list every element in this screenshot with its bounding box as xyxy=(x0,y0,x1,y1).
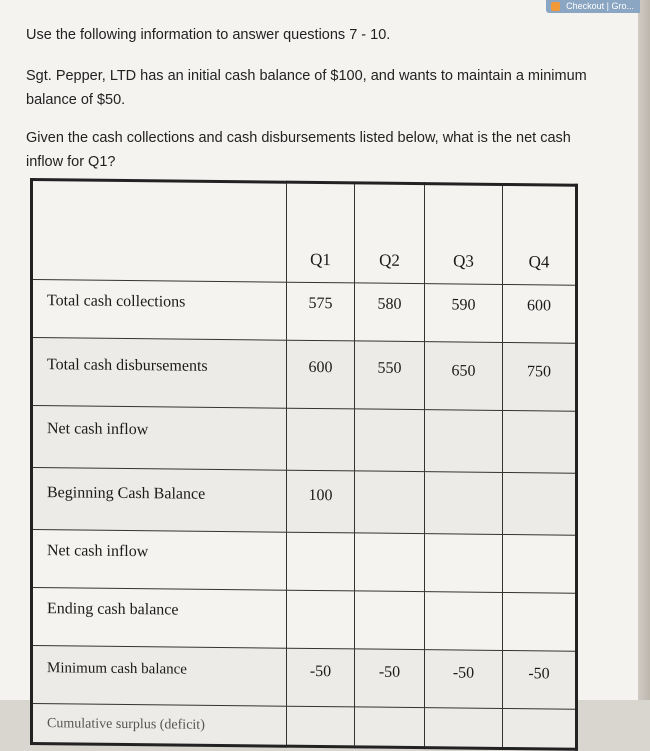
cell-q2: -50 xyxy=(355,649,425,708)
table-row xyxy=(32,280,577,344)
header-q1: Q1 xyxy=(287,182,355,283)
table-row xyxy=(32,530,577,594)
cell-q3 xyxy=(425,534,503,593)
intro-text: Use the following information to answer questions 7 - 10. xyxy=(26,27,391,43)
cell-q4 xyxy=(503,472,577,535)
table-row xyxy=(32,704,577,750)
cell-q4: -50 xyxy=(503,650,577,709)
cell-q1 xyxy=(287,590,355,649)
cash-budget-table xyxy=(30,178,578,751)
cell-q3 xyxy=(425,472,503,535)
cell-q4 xyxy=(503,592,577,651)
row-label: Beginning Cash Balance xyxy=(32,468,287,533)
cell-q3: 650 xyxy=(425,342,503,411)
row-label: Net cash inflow xyxy=(32,530,287,591)
header-blank xyxy=(32,180,287,283)
question-text: Given the cash collections and cash disbursements listed below, what is the net cash inflow for Q1? xyxy=(26,130,571,170)
cell-q2 xyxy=(355,533,425,592)
cell-q1: -50 xyxy=(287,648,355,707)
cell-q1 xyxy=(287,532,355,591)
cell-q4 xyxy=(503,410,577,473)
cell-q4: 750 xyxy=(503,342,577,411)
cell-q2 xyxy=(355,707,425,748)
table-row xyxy=(32,338,577,412)
table-row xyxy=(32,406,577,474)
header-q2: Q2 xyxy=(355,183,425,284)
cart-icon xyxy=(551,2,560,11)
cell-q1: 100 xyxy=(287,470,355,533)
checkout-tab[interactable] xyxy=(546,0,640,13)
cell-q2 xyxy=(355,409,425,472)
cell-q2 xyxy=(355,471,425,534)
cell-q2: 580 xyxy=(355,283,425,342)
cell-q3 xyxy=(425,410,503,473)
cash-budget-table-wrapper xyxy=(30,178,620,733)
cell-q4 xyxy=(503,534,577,593)
cell-q1 xyxy=(287,408,355,471)
header-row xyxy=(32,180,577,286)
checkout-tab-label: Checkout | Gro... xyxy=(566,1,634,11)
table-row xyxy=(32,588,577,652)
header-q4: Q4 xyxy=(503,184,577,285)
row-label: Cumulative surplus (deficit) xyxy=(32,704,287,747)
cell-q2 xyxy=(355,591,425,650)
cell-q3 xyxy=(425,592,503,651)
cell-q3: -50 xyxy=(425,650,503,709)
cell-q1 xyxy=(287,706,355,747)
row-label: Net cash inflow xyxy=(32,406,287,471)
cell-q3: 590 xyxy=(425,284,503,343)
page-edge xyxy=(638,0,650,700)
cell-q3 xyxy=(425,708,503,749)
cell-q4 xyxy=(503,708,577,749)
cell-q1: 575 xyxy=(287,282,355,341)
table-row xyxy=(32,468,577,536)
row-label: Minimum cash balance xyxy=(32,646,287,707)
row-label: Total cash collections xyxy=(32,280,287,341)
row-label: Total cash disbursements xyxy=(32,338,287,409)
scenario-text: Sgt. Pepper, LTD has an initial cash balance of $100, and wants to maintain a minimum balance of $50. xyxy=(26,68,587,108)
cell-q2: 550 xyxy=(355,341,425,410)
header-q3: Q3 xyxy=(425,184,503,285)
cell-q4: 600 xyxy=(503,284,577,343)
row-label: Ending cash balance xyxy=(32,588,287,649)
cell-q1: 600 xyxy=(287,340,355,409)
